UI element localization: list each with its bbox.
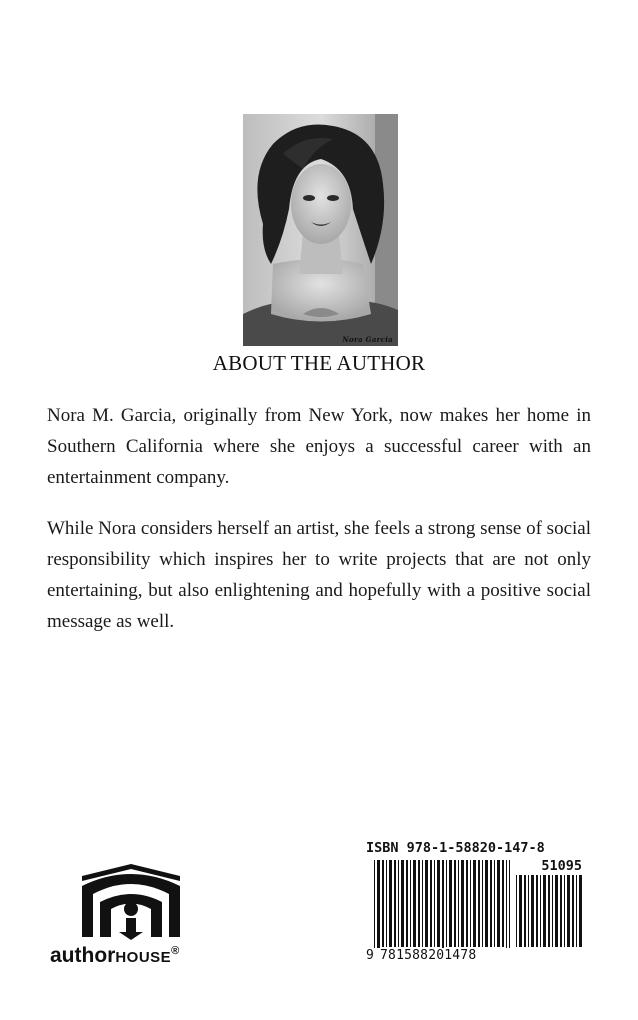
barcode-bar	[430, 860, 432, 947]
barcode-bar	[490, 860, 492, 947]
barcode-bar	[401, 860, 404, 947]
barcode-bar	[437, 860, 440, 947]
section-heading: ABOUT THE AUTHOR	[212, 351, 426, 375]
bio-paragraph-1: Nora M. Garcia, originally from New York, now makes her home in Southern California where she enjoys a successful career with an entertainment company.	[47, 405, 591, 488]
barcode-bar	[386, 860, 387, 947]
barcode-bar	[473, 860, 476, 947]
author-portrait-image	[243, 114, 398, 346]
barcode-bar	[494, 860, 495, 947]
barcode-bar	[536, 875, 538, 947]
barcode-bar	[485, 860, 488, 947]
barcode-bar	[458, 860, 459, 947]
barcode-bar	[425, 860, 428, 947]
house-arch-icon	[76, 862, 186, 940]
barcode-bar	[382, 860, 384, 947]
barcode-bar	[398, 860, 399, 947]
barcode-digit-string: 781588201478	[380, 948, 477, 963]
publisher-wordmark	[50, 944, 179, 968]
isbn-barcode	[366, 840, 584, 970]
barcode-bar	[576, 875, 577, 947]
barcode-bar	[413, 860, 416, 947]
wordmark-upper: HOUSE	[115, 949, 172, 966]
barcode-bar	[548, 875, 550, 947]
barcode-bar	[497, 860, 500, 947]
barcode-bar	[531, 875, 534, 947]
isbn-label: ISBN 978-1-58820-147-8	[366, 840, 545, 856]
barcode-bar	[482, 860, 483, 947]
barcode-bar	[454, 860, 456, 947]
barcode-bar	[564, 875, 565, 947]
barcode-lead-digit: 9	[366, 948, 375, 963]
barcode-bar	[374, 860, 375, 956]
barcode-bar	[524, 875, 526, 947]
wordmark-lower: author	[50, 944, 116, 967]
barcode-bar	[377, 860, 380, 956]
barcode-bar	[434, 860, 435, 947]
barcode-bar	[418, 860, 420, 947]
barcode-bar	[422, 860, 423, 947]
barcode-bar	[516, 875, 517, 947]
barcode-bar	[442, 860, 444, 956]
barcode-bar	[461, 860, 464, 947]
author-photo	[243, 114, 398, 346]
barcode-bar	[552, 875, 553, 947]
barcode-bar	[478, 860, 480, 947]
barcode-bar	[555, 875, 558, 947]
barcode-bar	[466, 860, 468, 947]
barcode-bar	[528, 875, 529, 947]
photo-caption: Nora Garcia	[342, 335, 393, 344]
barcode-bar	[560, 875, 562, 947]
bio-paragraph-2: While Nora considers herself an artist, she feels a strong sense of social responsibility which inspires her to write projects that are not only entertaining, but also enlightening and hopefully with a positive social message as well.	[47, 518, 591, 632]
main-barcode-bars	[374, 860, 510, 956]
barcode-bar	[394, 860, 396, 947]
barcode-digits	[366, 948, 512, 963]
barcode-bar	[519, 875, 522, 947]
barcode-bar	[579, 875, 582, 947]
barcode-bar	[449, 860, 452, 947]
barcode-bar	[509, 860, 510, 956]
registered-mark: ®	[171, 945, 180, 957]
barcode-bar	[506, 860, 507, 956]
barcode-bar	[543, 875, 546, 947]
barcode-bar	[446, 860, 447, 947]
barcode-bar	[470, 860, 471, 947]
barcode-bar	[410, 860, 411, 947]
publisher-logo	[48, 862, 218, 974]
barcode-bar	[572, 875, 574, 947]
barcode-bar	[406, 860, 408, 947]
barcode-bar	[540, 875, 541, 947]
barcode-bar	[389, 860, 392, 947]
barcode-bar	[502, 860, 504, 947]
barcode-addon-number: 51095	[541, 858, 582, 874]
addon-barcode-bars	[516, 875, 582, 956]
barcode-bar	[567, 875, 570, 947]
